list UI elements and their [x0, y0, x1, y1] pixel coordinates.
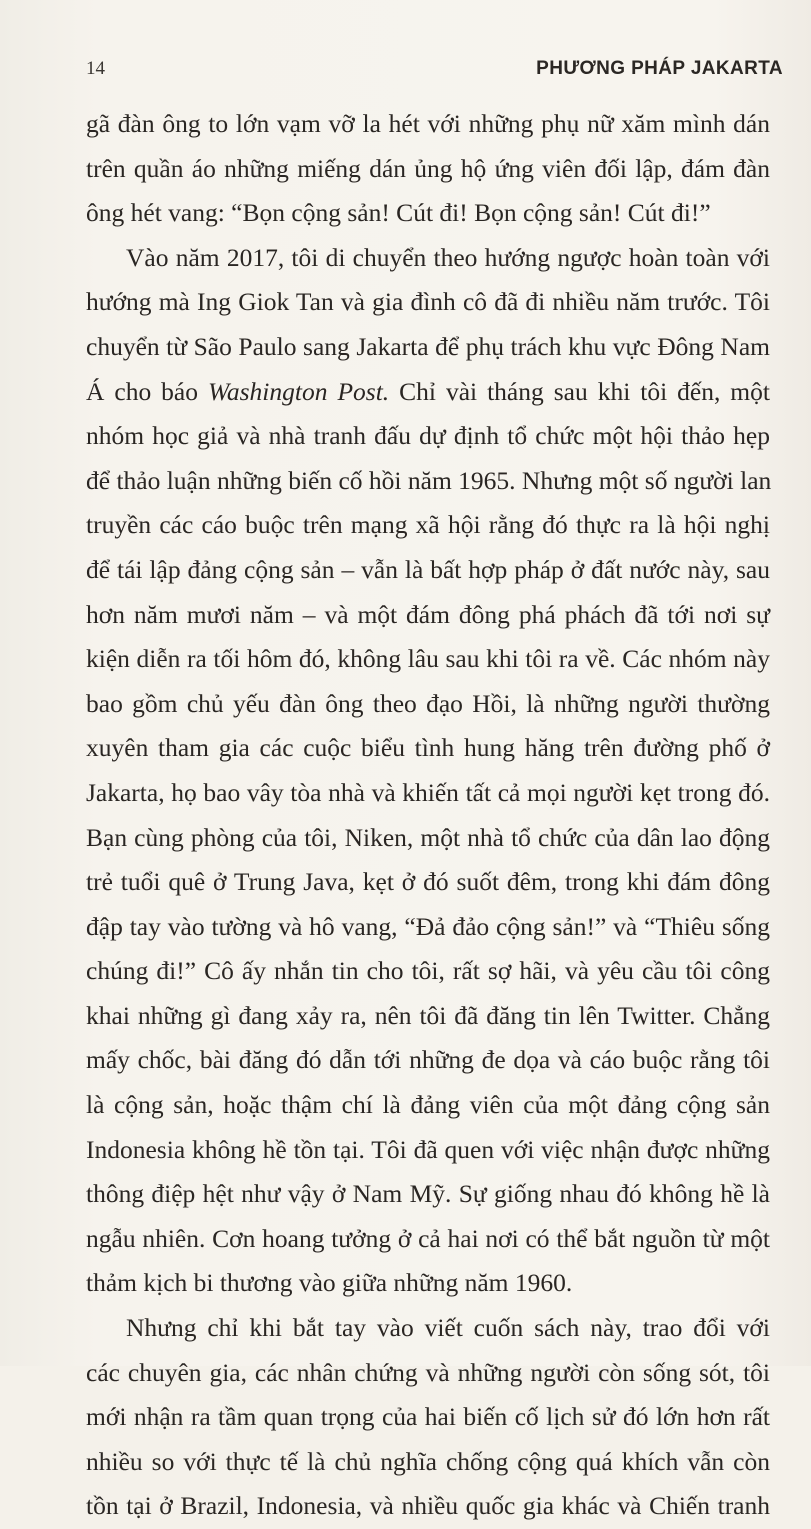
body-text	[86, 102, 770, 1529]
text-line: đập tay vào tường và hô vang, “Đả đảo cộng sản!” và “Thiêu sống	[86, 911, 770, 941]
text-line: mới nhận ra tầm quan trọng của hai biến cố lịch sử đó lớn hơn rất	[86, 1402, 770, 1432]
text-line: Indonesia không hề tồn tại. Tôi đã quen với việc nhận được những	[86, 1134, 770, 1164]
text-line: tồn tại ở Brazil, Indonesia, và nhiều quốc gia khác và Chiến tranh	[86, 1491, 770, 1521]
text-line: thảm kịch bi thương vào giữa những năm 1960.	[86, 1268, 573, 1298]
publication-title: Washington Post.	[207, 376, 390, 406]
text-line: ông hét vang: “Bọn cộng sản! Cút đi! Bọn cộng sản! Cút đi!”	[86, 198, 711, 228]
text-line: mấy chốc, bài đăng đó dẫn tới những đe dọa và cáo buộc rằng tôi	[86, 1045, 770, 1075]
page-number: 14	[86, 58, 105, 79]
text-segment: Chỉ vài tháng sau khi tôi đến, một	[389, 376, 770, 406]
text-line: chuyển từ São Paulo sang Jakarta để phụ trách khu vực Đông Nam	[86, 331, 770, 361]
text-line: Jakarta, họ bao vây tòa nhà và khiến tất cả mọi người kẹt trong đó.	[86, 777, 770, 807]
text-line: Bạn cùng phòng của tôi, Niken, một nhà tổ chức của dân lao động	[86, 822, 770, 852]
text-line: kiện diễn ra tối hôm đó, không lâu sau khi tôi ra về. Các nhóm này	[86, 644, 770, 674]
text-line: ngẫu nhiên. Cơn hoang tưởng ở cả hai nơi có thể bắt nguồn từ một	[86, 1223, 770, 1253]
running-title: PHƯƠNG PHÁP JAKARTA	[536, 58, 783, 79]
text-line: để tái lập đảng cộng sản – vẫn là bất hợp pháp ở đất nước này, sau	[86, 554, 770, 584]
text-line: nhóm học giả và nhà tranh đấu dự định tổ chức một hội thảo hẹp	[86, 421, 770, 451]
text-line: thông điệp hệt như vậy ở Nam Mỹ. Sự giống nhau đó không hề là	[86, 1179, 770, 1209]
text-line: các chuyên gia, các nhân chứng và những người còn sống sót, tôi	[86, 1357, 770, 1387]
text-line: Vào năm 2017, tôi di chuyển theo hướng ngược hoàn toàn với	[126, 242, 770, 272]
text-line: trên quần áo những miếng dán ủng hộ ứng viên đối lập, đám đàn	[86, 153, 770, 183]
text-line: nhiều so với thực tế là chủ nghĩa chống cộng quá khích vẫn còn	[86, 1446, 770, 1476]
text-line: là cộng sản, hoặc thậm chí là đảng viên của một đảng cộng sản	[86, 1090, 770, 1120]
text-line: xuyên tham gia các cuộc biểu tình hung hăng trên đường phố ở	[86, 733, 770, 763]
text-line: trẻ tuổi quê ở Trung Java, kẹt ở đó suốt đêm, trong khi đám đông	[86, 867, 770, 897]
text-line: bao gồm chủ yếu đàn ông theo đạo Hồi, là những người thường	[86, 688, 770, 718]
text-line: hướng mà Ing Giok Tan và gia đình cô đã đi nhiều năm trước. Tôi	[86, 287, 770, 317]
text-line-with-italic	[86, 370, 770, 415]
text-line: gã đàn ông to lớn vạm vỡ la hét với những phụ nữ xăm mình dán	[86, 109, 770, 138]
text-line: truyền các cáo buộc trên mạng xã hội rằng đó thực ra là hội nghị	[86, 510, 770, 540]
page-header	[0, 58, 811, 88]
text-segment: Á cho báo	[86, 376, 208, 406]
text-line: Nhưng chỉ khi bắt tay vào viết cuốn sách này, trao đổi với	[126, 1313, 770, 1343]
text-line: khai những gì đang xảy ra, nên tôi đã đăng tin lên Twitter. Chẳng	[86, 1000, 770, 1030]
text-line: chúng đi!” Cô ấy nhắn tin cho tôi, rất sợ hãi, và yêu cầu tôi công	[86, 956, 770, 986]
text-line: hơn năm mươi năm – và một đám đông phá phách đã tới nơi sự	[86, 599, 770, 629]
text-line: để thảo luận những biến cố hồi năm 1965. Nhưng một số người lan	[86, 465, 772, 495]
